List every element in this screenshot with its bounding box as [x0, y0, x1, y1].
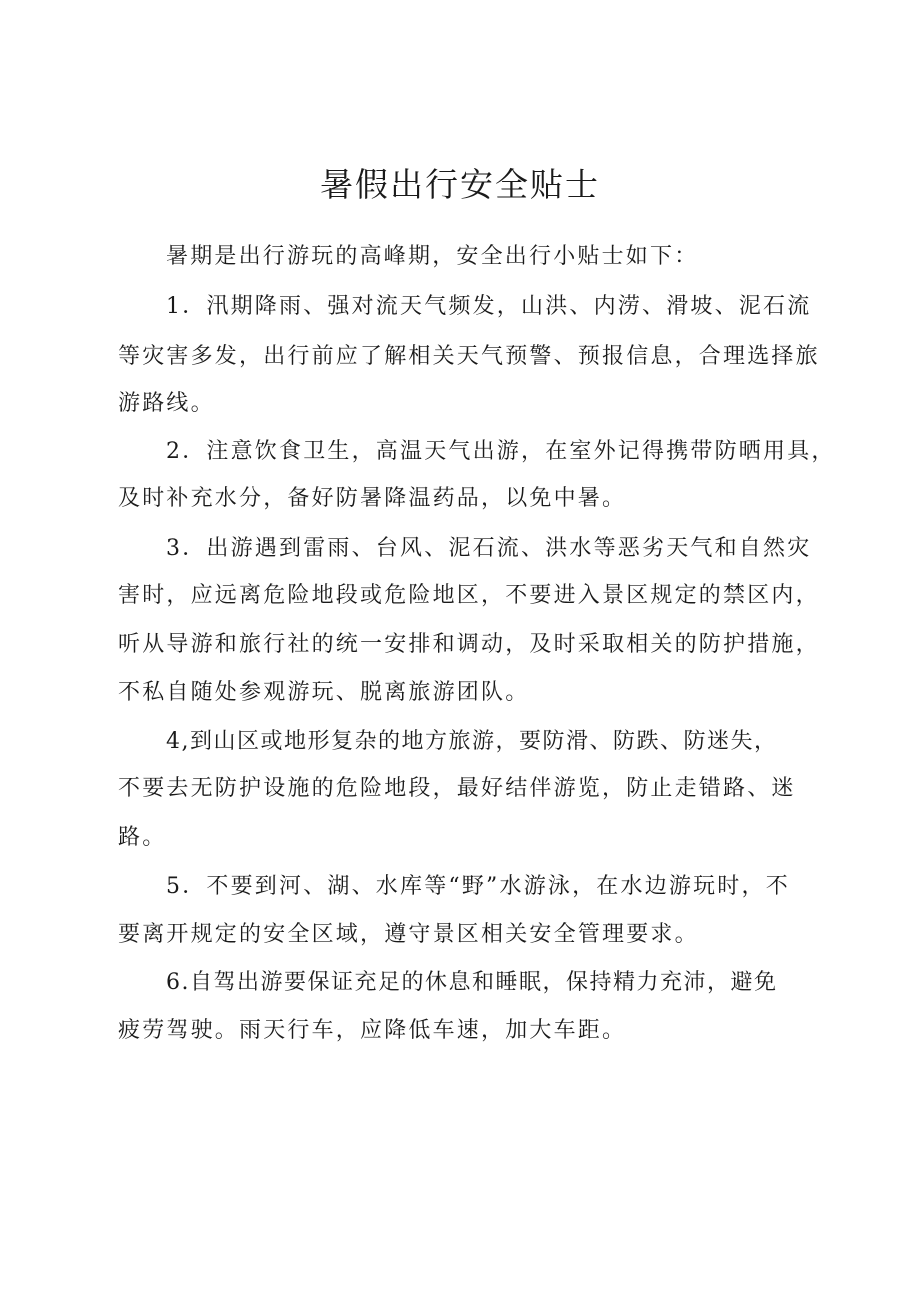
- tip-3-line-2: 害时，应远离危险地段或危险地区，不要进入景区规定的禁区内，: [118, 583, 820, 608]
- tip-5-line-2: 要离开规定的安全区域，遵守景区相关安全管理要求。: [118, 922, 699, 947]
- document-title: 暑假出行安全贴士: [320, 165, 600, 204]
- tip-1-line-3: 游路线。: [118, 391, 215, 416]
- tip-3-line-1: 3．出游遇到雷雨、台风、泥石流、洪水等恶劣天气和自然灾: [166, 536, 812, 561]
- tip-3-line-3: 听从导游和旅行社的统一安排和调动，及时采取相关的防护措施，: [118, 632, 820, 657]
- tip-4-line-3: 路。: [118, 825, 167, 850]
- tip-3-line-4: 不私自随处参观游玩、脱离旅游团队。: [118, 680, 530, 705]
- tip-4-line-2: 不要去无防护设施的危险地段，最好结伴游览，防止走错路、迷: [118, 776, 796, 801]
- tip-6-line-1: 6.自驾出游要保证充足的休息和睡眠，保持精力充沛，避免: [166, 970, 778, 995]
- tip-2-line-2: 及时补充水分，备好防暑降温药品，以免中暑。: [118, 486, 627, 511]
- tip-1-line-1: 1．汛期降雨、强对流天气频发，山洪、内涝、滑坡、泥石流: [166, 294, 812, 319]
- tip-4-line-1: 4,到山区或地形复杂的地方旅游，要防滑、防跌、防迷失，: [166, 729, 778, 754]
- intro-line: 暑期是出行游玩的高峰期，安全出行小贴士如下：: [166, 244, 699, 269]
- tip-1-line-2: 等灾害多发，出行前应了解相关天气预警、预报信息，合理选择旅: [118, 344, 820, 369]
- tip-6-line-2: 疲劳驾驶。雨天行车，应降低车速，加大车距。: [118, 1018, 627, 1043]
- tip-2-line-1: 2．注意饮食卫生，高温天气出游，在室外记得携带防晒用具，: [166, 439, 836, 464]
- tip-5-line-1: 5．不要到河、湖、水库等“野”水游泳，在水边游玩时，不: [166, 874, 790, 899]
